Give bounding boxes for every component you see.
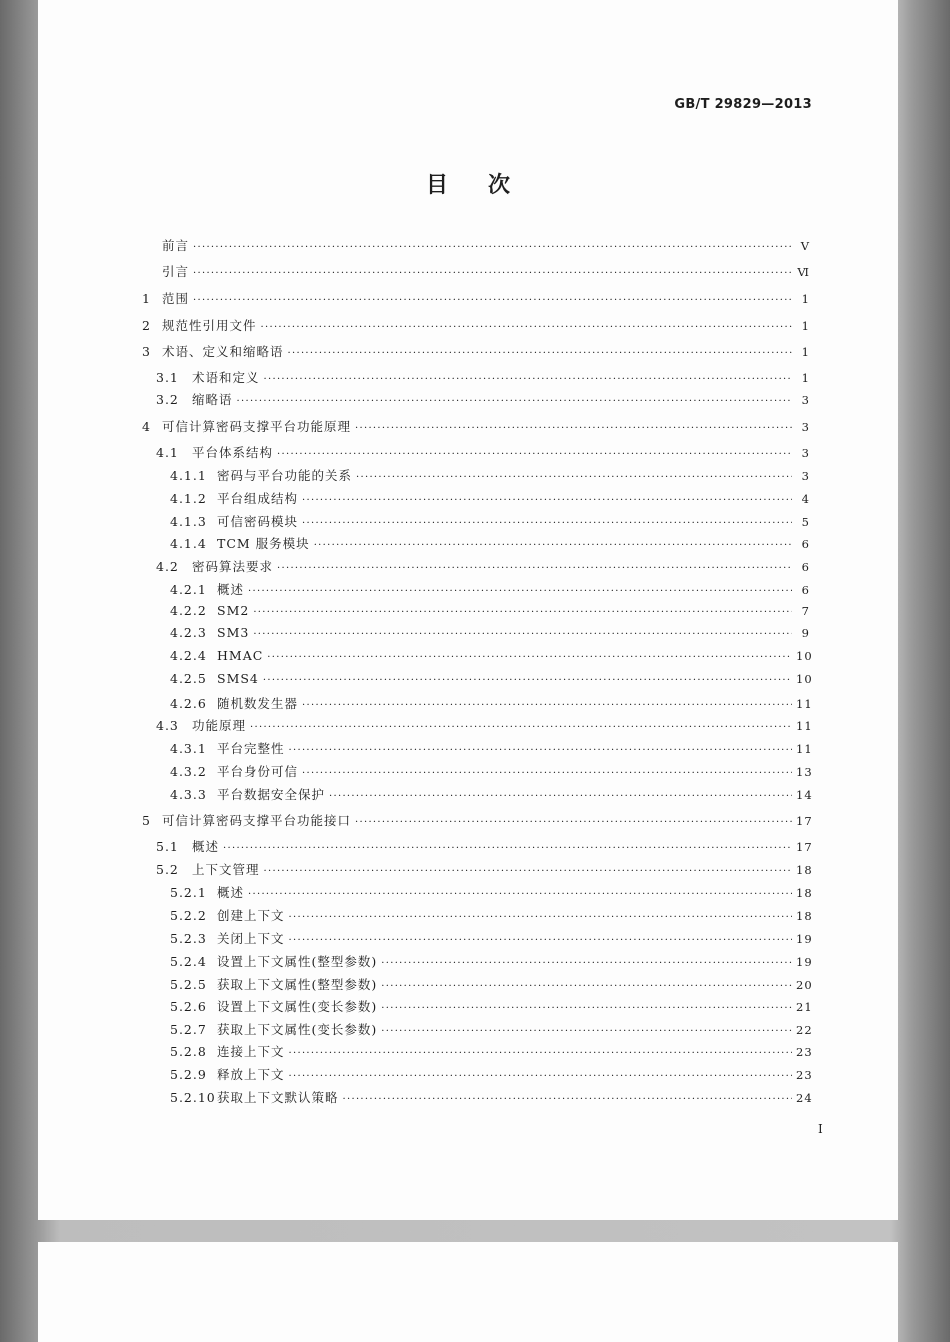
toc-leader-dots [267, 652, 792, 663]
toc-entry-number: 4.2.1 [170, 582, 207, 597]
toc-entry-number: 5.2 [156, 862, 179, 877]
toc-entry-number: 1 [142, 291, 151, 306]
toc-entry-label: 前言 [162, 238, 190, 253]
toc-entry-page: 19 [796, 932, 813, 946]
toc-leader-dots [248, 586, 792, 597]
toc-leader-dots [302, 768, 792, 779]
toc-entry-number: 4.2.3 [170, 625, 207, 640]
toc-entry-number: 4.1.4 [170, 536, 207, 551]
toc-entry-number: 5.2.10 [170, 1090, 216, 1105]
toc-entry[interactable] [142, 975, 813, 993]
toc-leader-dots [193, 242, 792, 253]
toc-entry[interactable] [142, 785, 813, 803]
toc-entry[interactable] [142, 837, 813, 855]
next-page [38, 1242, 898, 1342]
toc-entry[interactable] [142, 580, 810, 598]
toc-entry-page: Ⅴ [800, 239, 810, 253]
toc-leader-dots [253, 629, 792, 640]
toc-leader-dots [381, 1026, 792, 1037]
toc-leader-dots [329, 791, 792, 802]
toc-entry[interactable] [142, 1065, 813, 1083]
toc-entry-number: 4.2.5 [170, 671, 207, 686]
toc-entry[interactable] [142, 534, 810, 552]
toc-entry-label: 范围 [162, 291, 190, 306]
toc-entry[interactable] [142, 997, 813, 1015]
toc-entry[interactable] [142, 316, 810, 334]
document-code: GB/T 29829—2013 [674, 97, 812, 112]
toc-entry[interactable] [142, 671, 813, 686]
toc-entry-page: 1 [801, 345, 810, 359]
toc-entry-number: 5.2.2 [170, 908, 207, 923]
toc-entry-page: 4 [801, 492, 810, 506]
toc-entry-page: 1 [801, 319, 810, 333]
toc-entry-label: 可信计算密码支撑平台功能接口 [162, 813, 352, 828]
toc-entry[interactable] [142, 342, 810, 360]
toc-entry[interactable] [142, 557, 810, 575]
toc-entry-number: 3 [142, 344, 151, 359]
toc-entry-page: 11 [796, 697, 813, 711]
toc-leader-dots [289, 1048, 792, 1059]
toc-entry-label: 平台体系结构 [192, 445, 274, 460]
toc-entry-label: 概述 [192, 839, 220, 854]
toc-entry[interactable] [142, 906, 813, 924]
toc-entry-number: 4 [142, 419, 151, 434]
toc-entry-label: 概述 [217, 582, 245, 597]
toc-entry-label: 密码算法要求 [192, 559, 274, 574]
toc-entry-label: 术语、定义和缩略语 [162, 344, 284, 359]
toc-leader-dots [381, 1003, 792, 1014]
toc-entry-page: 18 [796, 909, 813, 923]
toc-entry-page: 6 [801, 583, 810, 597]
toc-entry-label: 密码与平台功能的关系 [217, 468, 353, 483]
toc-entry-page: 20 [796, 978, 813, 992]
toc-entry-label: 获取上下文属性(变长参数) [217, 1022, 378, 1037]
toc-entry[interactable] [142, 952, 813, 970]
toc-entry[interactable] [142, 1088, 813, 1106]
toc-entry[interactable] [142, 883, 813, 901]
toc-entry-label: 平台数据安全保护 [217, 787, 326, 802]
toc-entry-page: 11 [796, 719, 813, 733]
toc-entry-page: 23 [796, 1068, 813, 1082]
toc-leader-dots [314, 540, 792, 551]
toc-entry-number: 5.2.4 [170, 954, 207, 969]
toc-entry-page: 1 [801, 292, 810, 306]
toc-entry-page: 6 [801, 560, 810, 574]
toc-entry-label: 获取上下文默认策略 [217, 1090, 339, 1105]
toc-entry-label: 创建上下文 [217, 908, 285, 923]
toc-entry-number: 5.1 [156, 839, 179, 854]
toc-entry-label: 概述 [217, 885, 245, 900]
toc-leader-dots [355, 817, 792, 828]
toc-entry-page: Ⅵ [797, 265, 810, 279]
toc-leader-dots [263, 675, 792, 686]
toc-entry-number: 4.2.4 [170, 648, 207, 663]
toc-entry-page: 17 [796, 840, 813, 854]
toc-entry-page: 6 [801, 537, 810, 551]
toc-entry-label: TCM 服务模块 [217, 536, 310, 551]
toc-leader-dots [289, 912, 792, 923]
toc-entry-label: 释放上下文 [217, 1067, 285, 1082]
toc-leader-dots [289, 935, 792, 946]
toc-entry[interactable] [142, 390, 810, 408]
toc-entry-page: 11 [796, 742, 813, 756]
toc-leader-dots [343, 1094, 792, 1105]
toc-entry-label: 上下文管理 [192, 862, 260, 877]
toc-entry-label: 可信密码模块 [217, 514, 299, 529]
toc-entry-page: 13 [796, 765, 813, 779]
toc-entry-page: 17 [796, 814, 813, 828]
toc-entry[interactable] [142, 603, 810, 618]
toc-entry-number: 4.2.2 [170, 603, 207, 618]
toc-leader-dots [289, 1071, 792, 1082]
toc-entry-page: 18 [796, 886, 813, 900]
toc-entry-number: 5.2.1 [170, 885, 207, 900]
toc-entry-number: 4.3.3 [170, 787, 207, 802]
toc-entry-page: 9 [801, 626, 810, 640]
toc-entry[interactable] [142, 1020, 813, 1038]
toc-entry-page: 1 [801, 371, 810, 385]
toc-leader-dots [237, 396, 792, 407]
toc-entry-number: 3.2 [156, 392, 179, 407]
toc-entry-label: 连接上下文 [217, 1044, 285, 1059]
toc-entry-page: 3 [801, 420, 810, 434]
toc-leader-dots [302, 700, 792, 711]
toc-leader-dots [261, 322, 792, 333]
toc-leader-dots [250, 722, 792, 733]
toc-entry-number: 4.2.6 [170, 696, 207, 711]
toc-leader-dots [355, 423, 792, 434]
toc-entry-number: 4.3.2 [170, 764, 207, 779]
toc-entry[interactable] [142, 236, 810, 254]
toc-leader-dots [302, 518, 792, 529]
toc-leader-dots [381, 958, 792, 969]
toc-entry-page: 14 [796, 788, 813, 802]
toc-entry-label: 缩略语 [192, 392, 233, 407]
toc-entry-number: 4.1.3 [170, 514, 207, 529]
toc-entry-number: 5.2.5 [170, 977, 207, 992]
toc-entry[interactable] [142, 716, 813, 734]
toc-entry-label: 可信计算密码支撑平台功能原理 [162, 419, 352, 434]
toc-leader-dots [288, 348, 792, 359]
toc-entry-label: SM2 [217, 603, 250, 618]
toc-entry-page: 3 [801, 469, 810, 483]
toc-entry-label: 平台组成结构 [217, 491, 299, 506]
toc-entry[interactable] [142, 368, 810, 386]
toc-entry-number: 5 [142, 813, 151, 828]
toc-entry-label: SMS4 [217, 671, 259, 686]
toc-entry-page: 21 [796, 1000, 813, 1014]
toc-entry-number: 2 [142, 318, 151, 333]
toc-entry-page: 10 [796, 672, 813, 686]
toc-entry-label: 关闭上下文 [217, 931, 285, 946]
toc-entry[interactable] [142, 1042, 813, 1060]
toc-entry-number: 4.3.1 [170, 741, 207, 756]
toc-entry-number: 5.2.9 [170, 1067, 207, 1082]
toc-entry-page: 19 [796, 955, 813, 969]
toc-entry-label: SM3 [217, 625, 250, 640]
toc-entry[interactable] [142, 929, 813, 947]
toc-entry-number: 5.2.7 [170, 1022, 207, 1037]
toc-entry-label: 术语和定义 [192, 370, 260, 385]
toc-entry-page: 5 [801, 515, 810, 529]
toc-entry[interactable] [142, 860, 813, 878]
toc-entry-page: 10 [796, 649, 813, 663]
toc-entry-label: HMAC [217, 648, 264, 663]
toc-entry[interactable] [142, 489, 810, 507]
toc-entry-label: 设置上下文属性(整型参数) [217, 954, 378, 969]
toc-entry-page: 23 [796, 1045, 813, 1059]
toc-entry-number: 4.1 [156, 445, 179, 460]
toc-entry-number: 5.2.6 [170, 999, 207, 1014]
toc-entry[interactable] [142, 762, 813, 780]
toc-entry-label: 引言 [162, 264, 190, 279]
toc-entry-number: 5.2.8 [170, 1044, 207, 1059]
toc-entry-label: 规范性引用文件 [162, 318, 257, 333]
toc-entry-label: 设置上下文属性(变长参数) [217, 999, 378, 1014]
toc-entry[interactable] [142, 466, 810, 484]
toc-entry-page: 18 [796, 863, 813, 877]
toc-entry-number: 3.1 [156, 370, 179, 385]
toc-entry-page: 24 [796, 1091, 813, 1105]
toc-entry-label: 随机数发生器 [217, 696, 299, 711]
toc-leader-dots [289, 745, 792, 756]
toc-entry[interactable] [142, 625, 810, 640]
toc-entry[interactable] [142, 648, 813, 663]
toc-entry[interactable] [142, 417, 810, 435]
toc-entry[interactable] [142, 811, 813, 829]
document-page [38, 0, 898, 1220]
toc-entry-number: 4.3 [156, 718, 179, 733]
toc-leader-dots [264, 866, 792, 877]
toc-leader-dots [253, 607, 792, 618]
toc-entry-page: 3 [801, 393, 810, 407]
toc-entry-page: 22 [796, 1023, 813, 1037]
toc-entry-label: 获取上下文属性(整型参数) [217, 977, 378, 992]
toc-entry[interactable] [142, 443, 810, 461]
toc-leader-dots [193, 268, 792, 279]
toc-entry[interactable] [142, 289, 810, 307]
toc-leader-dots [223, 843, 792, 854]
toc-entry-page: 3 [801, 446, 810, 460]
toc-entry-number: 4.2 [156, 559, 179, 574]
toc-entry-label: 平台身份可信 [217, 764, 299, 779]
toc-entry-number: 5.2.3 [170, 931, 207, 946]
toc-leader-dots [277, 449, 792, 460]
page-title: 目次 [425, 173, 550, 198]
toc-leader-dots [248, 889, 792, 900]
toc-leader-dots [381, 981, 792, 992]
toc-leader-dots [302, 495, 792, 506]
toc-leader-dots [356, 472, 792, 483]
toc-entry-number: 4.1.1 [170, 468, 207, 483]
toc-leader-dots [264, 374, 792, 385]
toc-entry[interactable] [142, 694, 813, 712]
toc-entry-label: 功能原理 [192, 718, 247, 733]
toc-leader-dots [193, 295, 792, 306]
toc-entry-number: 4.1.2 [170, 491, 207, 506]
toc-entry[interactable] [142, 262, 810, 280]
toc-entry[interactable] [142, 739, 813, 757]
toc-leader-dots [277, 563, 792, 574]
page-number: Ⅰ [818, 1122, 823, 1136]
toc-entry-label: 平台完整性 [217, 741, 285, 756]
toc-entry-page: 7 [801, 604, 810, 618]
toc-entry[interactable] [142, 512, 810, 530]
